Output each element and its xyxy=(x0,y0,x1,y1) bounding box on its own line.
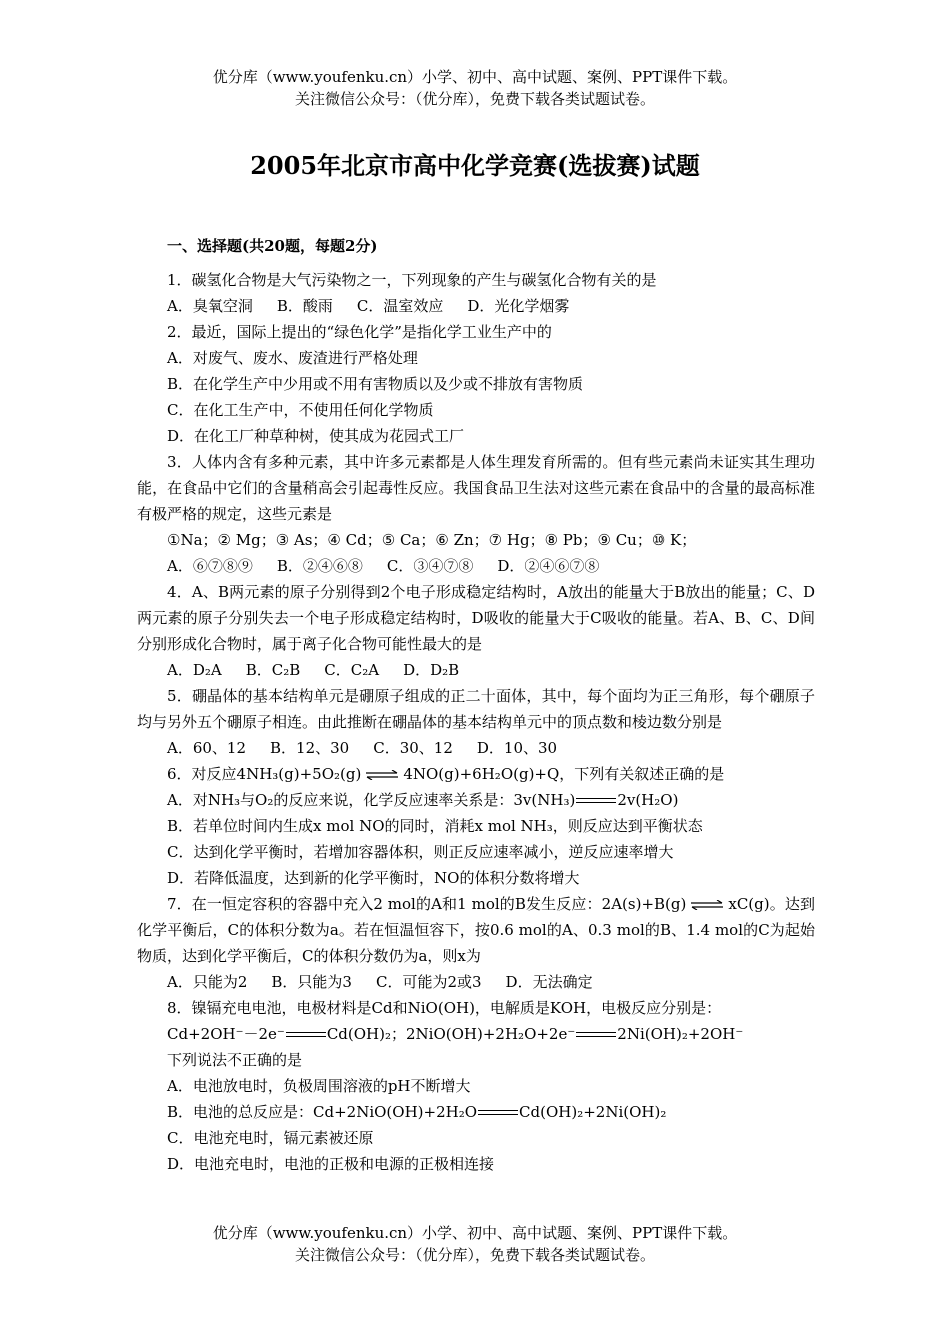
equilibrium-arrow-icon xyxy=(365,770,399,780)
question-7-options xyxy=(137,969,815,995)
question-1-stem: 1．碳氢化合物是大气污染物之一，下列现象的产生与碳氢化合物有关的是 xyxy=(167,271,657,289)
option-d: D．无法确定 xyxy=(505,973,593,991)
equals-sign-icon xyxy=(286,1031,326,1039)
option-c: C．③④⑦⑧ xyxy=(386,557,474,575)
question-2-option-d: D．在化工厂种草种树，使其成为花园式工厂 xyxy=(167,427,465,445)
option-b: B．酸雨 xyxy=(276,297,333,315)
question-6-option-c: C．达到化学平衡时，若增加容器体积，则正反应速率减小，逆反应速率增大 xyxy=(167,843,674,861)
section-heading: 一、选择题(共20题，每题2分) xyxy=(167,237,378,255)
footer-banner xyxy=(0,1222,950,1266)
option-a: A．臭氧空洞 xyxy=(167,297,253,315)
option-b: B．只能为3 xyxy=(271,973,352,991)
question-8-option-c: C．电池充电时，镉元素被还原 xyxy=(167,1129,374,1147)
option-c: C．可能为2或3 xyxy=(375,973,482,991)
option-b: B．12、30 xyxy=(270,739,350,757)
header-line-1: 优分库（www.youfenku.cn）小学、初中、高中试题、案例、PPT课件下载。 xyxy=(212,68,738,86)
option-a: A．只能为2 xyxy=(167,973,248,991)
question-4-stem: 4．A、B两元素的原子分别得到2个电子形成稳定结构时，A放出的能量大于B放出的能量；C、D两元素的原子分别失去一个电子形成稳定结构时，D吸收的能量大于C吸收的能量。若A、B、C、D间分别形成化合物时，属于离子化合物可能性最大的是 xyxy=(137,583,815,653)
header-banner xyxy=(0,66,950,110)
option-d: D．光化学烟雾 xyxy=(467,297,570,315)
option-d: D．D₂B xyxy=(403,661,460,679)
option-c: C．C₂A xyxy=(324,661,380,679)
option-b: B．②④⑥⑧ xyxy=(276,557,363,575)
question-3-options xyxy=(137,553,815,579)
question-3-stem: 3．人体内含有多种元素，其中许多元素都是人体生理发育所需的。但有些元素尚未证实其生理功能，在食品中它们的含量稍高会引起毒性反应。我国食品卫生法对这些元素在食品中的含量的最高标准有极严格的规定，这些元素是 xyxy=(137,453,815,523)
equals-sign-icon xyxy=(576,1031,616,1039)
option-c: C．温室效应 xyxy=(356,297,444,315)
question-2-option-b: B．在化学生产中少用或不用有害物质以及少或不排放有害物质 xyxy=(167,375,584,393)
question-6-option-d: D．若降低温度，达到新的化学平衡时，NO的体积分数将增大 xyxy=(167,869,580,887)
question-5-options xyxy=(137,735,815,761)
option-d: D．10、30 xyxy=(476,739,558,757)
question-5-stem: 5．硼晶体的基本结构单元是硼原子组成的正二十面体，其中，每个面均为正三角形，每个硼原子均与另外五个硼原子相连。由此推断在硼晶体的基本结构单元中的顶点数和棱边数分别是 xyxy=(137,687,815,731)
question-8-option-a: A．电池放电时，负极周围溶液的pH不断增大 xyxy=(167,1077,471,1095)
equilibrium-arrow-icon xyxy=(690,900,724,910)
option-a: A．D₂A xyxy=(167,661,222,679)
header-line-2: 关注微信公众号：（优分库），免费下载各类试题试卷。 xyxy=(294,90,655,108)
question-2-option-a: A．对废气、废水、废渣进行严格处理 xyxy=(167,349,418,367)
question-3-elements: ①Na；② Mg；③ As；④ Cd；⑤ Ca；⑥ Zn；⑦ Hg；⑧ Pb；⑨ Cu；⑩ K； xyxy=(167,531,697,549)
option-a: A．⑥⑦⑧⑨ xyxy=(167,557,253,575)
exam-content xyxy=(137,233,815,1177)
question-2-stem: 2．最近，国际上提出的“绿色化学”是指化学工业生产中的 xyxy=(167,323,552,341)
question-2-option-c: C．在化工生产中，不使用任何化学物质 xyxy=(167,401,434,419)
page-title: 2005年北京市高中化学竞赛(选拔赛)试题 xyxy=(250,151,700,180)
question-6-option-b: B．若单位时间内生成x mol NO的同时，消耗x mol NH₃，则反应达到平衡状态 xyxy=(167,817,703,835)
question-6-option-a: A．对NH₃与O₂的反应来说，化学反应速率关系是：3v(NH₃) 2v(H₂O) xyxy=(167,791,679,809)
option-b: B．C₂B xyxy=(245,661,301,679)
equals-sign-icon xyxy=(478,1109,518,1117)
equals-sign-icon xyxy=(576,797,616,805)
question-7-stem: 7．在一恒定容积的容器中充入2 mol的A和1 mol的B发生反应：2A(s)+B(g) xC(g)。达到化学平衡后，C的体积分数为a。若在恒温恒容下，按0.6 mol的A、0.3 mol的B、1.4 mol的C为起始物质，达到化学平衡后，C的体积分数仍为a，则x为 xyxy=(137,895,815,965)
question-1-options xyxy=(137,293,815,319)
footer-line-1: 优分库（www.youfenku.cn）小学、初中、高中试题、案例、PPT课件下载。 xyxy=(212,1224,738,1242)
question-8-stem: 8．镍镉充电电池，电极材料是Cd和NiO(OH)，电解质是KOH，电极反应分别是： xyxy=(167,999,722,1017)
option-d: D．②④⑥⑦⑧ xyxy=(497,557,600,575)
question-4-options xyxy=(137,657,815,683)
question-8-prompt: 下列说法不正确的是 xyxy=(167,1051,303,1069)
question-8-option-b: B．电池的总反应是：Cd+2NiO(OH)+2H₂O Cd(OH)₂+2Ni(OH)₂ xyxy=(167,1103,667,1121)
option-c: C．30、12 xyxy=(373,739,453,757)
footer-line-2: 关注微信公众号：（优分库），免费下载各类试题试卷。 xyxy=(294,1246,655,1264)
option-a: A．60、12 xyxy=(167,739,247,757)
question-8-equations: Cd+2OH⁻－2e⁻ Cd(OH)₂；2NiO(OH)+2H₂O+2e⁻ 2Ni(OH)₂+2OH⁻ xyxy=(167,1025,744,1043)
question-8-option-d: D．电池充电时，电池的正极和电源的正极相连接 xyxy=(167,1155,495,1173)
question-6-stem: 6．对反应4NH₃(g)+5O₂(g) 4NO(g)+6H₂O(g)+Q，下列有关叙述正确的是 xyxy=(167,765,725,783)
